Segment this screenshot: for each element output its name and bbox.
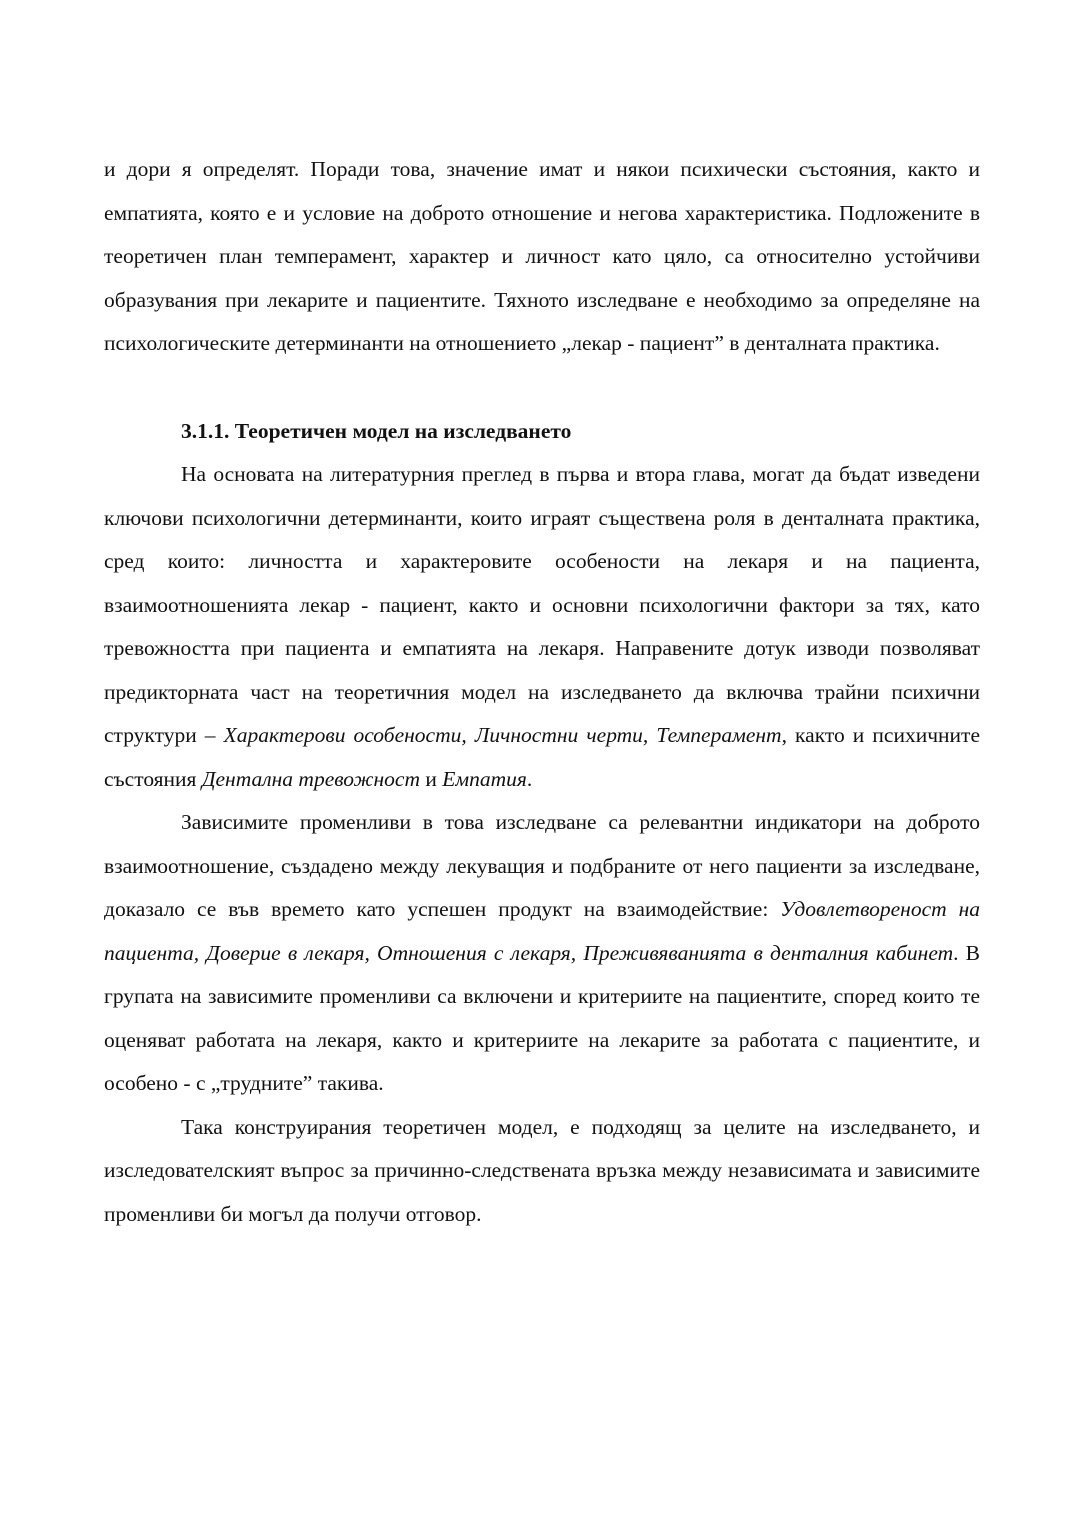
- section-gap: [104, 366, 980, 410]
- paragraph-2-text-4: .: [526, 766, 533, 791]
- paragraph-2-text-2: , както и психичните състояния: [104, 723, 980, 791]
- paragraph-2-italic-3: Емпатия: [442, 766, 527, 791]
- paragraph-2-italic-2: Дентална тревожност: [201, 766, 420, 791]
- document-page: [104, 148, 980, 1236]
- section-heading: 3.1.1. Теоретичен модел на изследването: [181, 418, 572, 443]
- paragraph-4: Така конструирания теоретичен модел, е подходящ за целите на изследването, и изследователският въпрос за причинно-следствената връзка между независимата и зависимите променливи би могъл да получи отговор.: [104, 1114, 980, 1226]
- paragraph-3: [104, 801, 980, 1106]
- paragraph-2: [104, 453, 980, 801]
- paragraph-3-text: Зависимите променливи в това изследване са релевантни индикатори на доброто взаимоотношение, създадено между лекуващия и подбраните от него пациенти за изследване, доказало се във времето като успешен продукт на взаимодействие:: [104, 810, 980, 921]
- paragraph-2-text: На основата на литературния преглед в първа и втора глава, могат да бъдат изведени ключови психологични детерминанти, които играят съществена роля в денталната практика, сред които: личността и характеровите особености на лекаря и на пациента, взаимоотношенията лекар - пациент, както и основни психологични фактори за тях, като тревожността при пациента и емпатията на лекаря. Направените дотук изводи позволяват предикторната част на теоретичния модел на изследването да включва трайни психични структури –: [104, 462, 980, 747]
- paragraph-3-text-2: . В групата на зависимите променливи са включени и критериите на пациентите, според които те оценяват работата на лекаря, както и критериите на лекарите за работата с пациентите, и особено - с „трудните” такива.: [104, 940, 980, 1095]
- paragraph-2-italic-1: Характерови особености, Личностни черти, Темперамент: [223, 723, 782, 747]
- paragraph-3-italic: Удовлетвореност на пациента, Доверие в лекаря, Отношения с лекаря, Преживяванията в денталния кабинет: [104, 897, 980, 965]
- paragraph-1: и дори я определят. Поради това, значение имат и някои психически състояния, както и емпатията, която е и условие на доброто отношение и негова характеристика. Подложените в теоретичен план темперамент, характер и личност като цяло, са относително устойчиви образувания при лекарите и пациентите. Тяхното изследване е необходимо за определяне на психологическите детерминанти на отношението „лекар - пациент” в денталната практика.: [104, 157, 980, 355]
- paragraph-2-text-3: и: [420, 766, 443, 791]
